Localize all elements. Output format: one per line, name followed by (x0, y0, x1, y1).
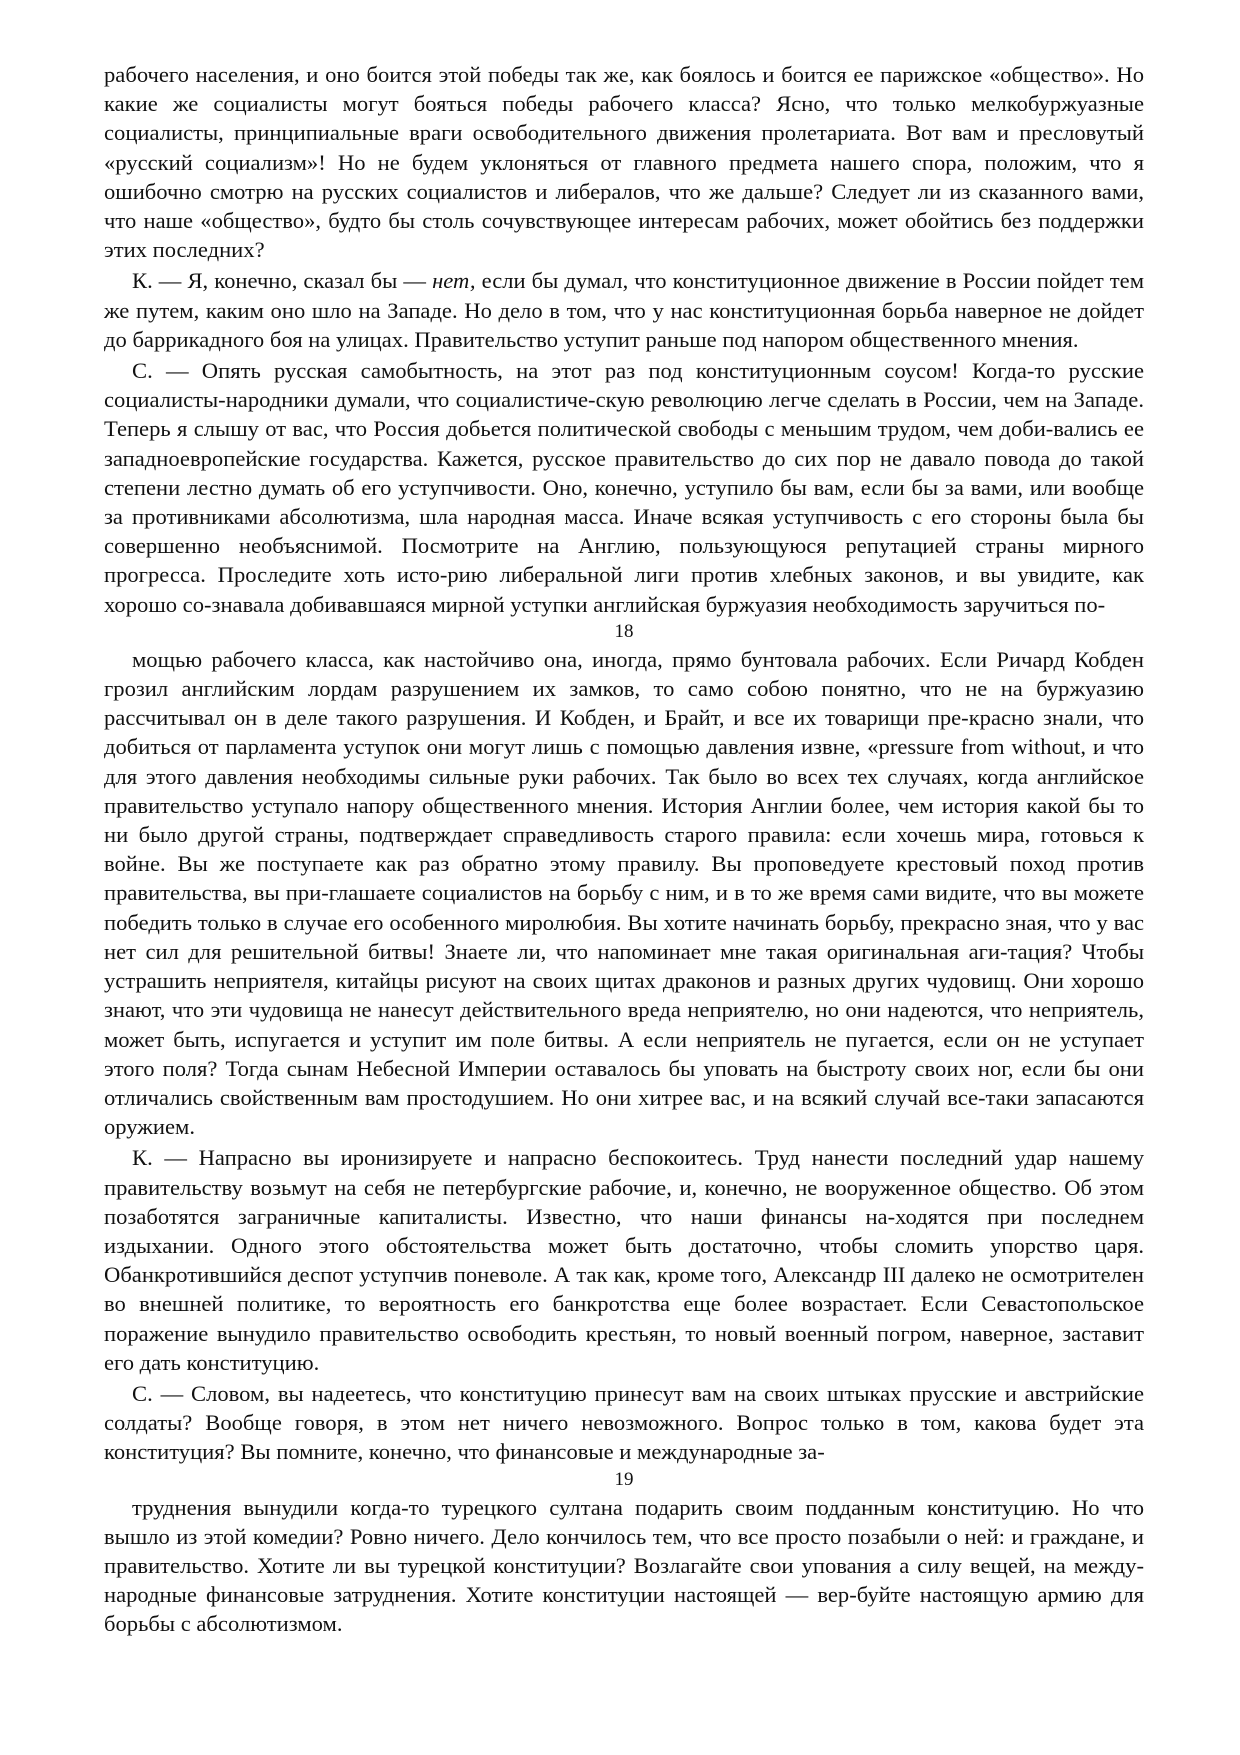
text-run: С. — Словом, вы надеетесь, что конституцию принесут вам на своих штыках прусские и австрийские солдаты? Вообще говоря, в этом нет ничего невозможного. Вопрос только в том, какова будет эта конституция? Вы помните, конечно, что финансовые и международные за- (104, 1380, 1144, 1465)
text-run: если бы думал, что конституционное движение в России пойдет тем же путем, каким оно шло на Западе. Но дело в том, что у нас конституционная борьба наверное не дойдет до баррикадного боя на улицах. Правительство уступит раньше под напором общественного мнения. (104, 268, 1144, 352)
document-page (104, 60, 1144, 1639)
paragraph (104, 1143, 1144, 1377)
paragraph (104, 356, 1144, 619)
page-number: 19 (614, 1468, 634, 1490)
text-run: К. — Напрасно вы иронизируете и напрасно беспокоитесь. Труд нанести последний удар нашему правительству возьмут на себя не петербургские рабочие, и, конечно, не вооруженное общество. Об этом позаботятся заграничные капиталисты. Известно, что наши финансы на-ходятся при последнем издыхании. Одного этого обстоятельства может быть достаточно, чтобы сломить упорство царя. Обанкротившийся деспот уступчив поневоле. А так как, кроме того, Александр III далеко не осмотрителен во внешней политике, то вероятность его банкротства еще более возрастает. Если Севастопольское поражение вынудило правительство освободить крестьян, то новый военный погром, наверное, заставит его дать конституцию. (104, 1145, 1144, 1375)
page-number: 18 (614, 620, 634, 642)
paragraph (104, 60, 1144, 264)
paragraph (104, 1379, 1144, 1467)
paragraph (104, 645, 1144, 1141)
text-run: К. — Я, конечно, сказал бы — (132, 268, 433, 294)
text-run: труднения вынудили когда-то турецкого султана подарить своим подданным конституцию. Но что вышло из этой комедии? Ровно ничего. Дело кончилось тем, что все просто позабыли о ней: и граждане, и правительство. Хотите ли вы турецкой конституции? Возлагайте свои упования а силу вещей, на между-народные финансовые затруднения. Хотите конституции настоящей — вер-буйте настоящую армию для борьбы с абсолютизмом. (104, 1494, 1144, 1637)
paragraph (104, 1493, 1144, 1639)
text-run: рабочего населения, и оно боится этой победы так же, как боялось и боится ее парижское «общество». Но какие же социалисты могут бояться победы рабочего класса? Ясно, что только мелкобуржуазные социалисты, принципиальные враги освободительного движения пролетариата. Вот вам и пресловутый «русский социализм»! Но не будем уклоняться от главного предмета нашего спора, положим, что я ошибочно смотрю на русских социалистов и либералов, что же дальше? Следует ли из сказанного вами, что наше «общество», будто бы столь сочувствующее интересам рабочих, может обойтись без поддержки этих последних? (104, 62, 1144, 263)
text-run: С. — Опять русская самобытность, на этот раз под конституционным соусом! Когда-то русские социалисты-народники думали, что социалистиче-скую революцию легче сделать в России, чем на Западе. Теперь я слышу от вас, что Россия добьется политической свободы с меньшим трудом, чем доби-вались ее западноевропейские государства. Кажется, русское правительство до сих пор не давало повода до такой степени лестно думать об его уступчивости. Оно, конечно, уступило бы вам, если бы за вами, или вообще за противниками абсолютизма, шла народная масса. Иначе всякая уступчивость с его стороны была бы совершенно необъяснимой. Посмотрите на Англию, пользующуюся репутацией страны мирного прогресса. Проследите хоть исто-рию либеральной лиги против хлебных законов, и вы увидите, как хорошо со-знавала добивавшаяся мирной уступки английская буржуазия необходимость заручиться по- (104, 358, 1144, 617)
text-run: мощью рабочего класса, как настойчиво она, иногда, прямо бунтовала рабочих. Если Ричард Кобден грозил английским лордам разрушением их замков, то само собою понятно, что не на буржуазию рассчитывал он в деле такого разрушения. И Кобден, и Брайт, и все их товарищи пре-красно знали, что добиться от парламента уступок они могут лишь с помощью давления извне, «pressure from without, и что для этого давления необходимы сильные руки рабочих. Так было во всех тех случаях, когда английское правительство уступало напору общественного мнения. История Англии более, чем история какой бы то ни было другой страны, подтверждает справедливость старого правила: если хочешь мира, готовься к войне. Вы же поступаете как раз обратно этому правилу. Вы проповедуете крестовый поход против правительства, вы при-глашаете социалистов на борьбу с ним, и в то же время сами видите, что вы можете победить только в случае его особенного миролюбия. Вы хотите начинать борьбу, прекрасно зная, что у вас нет сил для решительной битвы! Знаете ли, что напоминает мне такая оригинальная аги-тация? Чтобы устрашить неприятеля, китайцы рисуют на своих щитах драконов и разных других чудовищ. Они хорошо знают, что эти чудовища не нанесут действительного вреда неприятелю, но они надеются, что неприятель, может быть, испугается и уступит им поле битвы. А если неприятель не пугается, если он не уступает этого поля? Тогда сынам Небесной Империи оставалось бы уповать на быстроту своих ног, если бы они отличались свойственным вам простодушием. Но они хитрее вас, и на всякий случай все-таки запасаются оружием. (104, 646, 1144, 1140)
paragraph (104, 266, 1144, 354)
emphasis-text: нет, (432, 268, 476, 294)
